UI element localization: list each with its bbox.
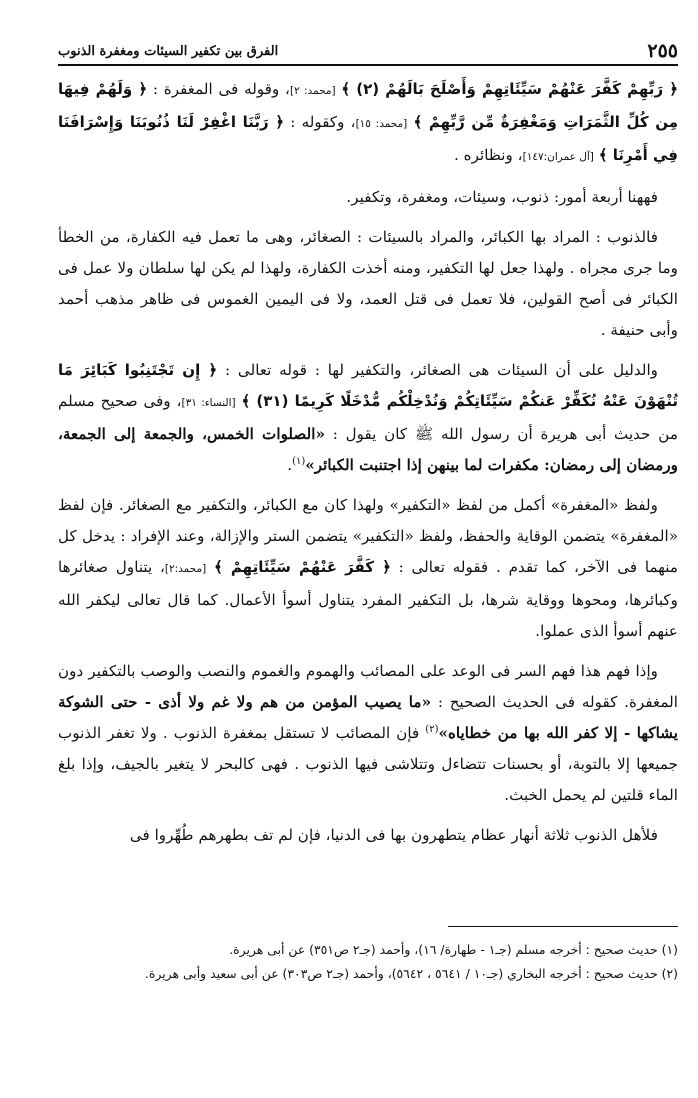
verse-reference: [محمد: ٢]	[289, 85, 336, 97]
quran-verse: ﴿ رَبِّهِمْ كَفَّرَ عَنْهُمْ سَيِّئَاتِهِمْ وَأَصْلَحَ بَالَهُمْ (٢) ﴾	[341, 80, 678, 98]
main-text	[58, 74, 678, 851]
footnote-1: (١) حديث صحيح : أخرجه مسلم (جـ١ - طهارة/ ١٦)، وأحمد (جـ٢ ص٣٥١) عن أبى هريرة.	[229, 942, 678, 957]
text-run: ، وفى صحيح مسلم من حديث أبى هريرة أن رسول الله ﷺ كان يقول :	[58, 392, 678, 443]
text-run: والدليل على أن السيئات هى الصغائر، والتكفير لها : قوله تعالى :	[225, 361, 659, 379]
quran-verse: ﴿ رَبَّنَا اغْفِرْ لَنَا ذُنُوبَنَا وَإِسْرَافَنَا فِي أَمْرِنَا ﴾	[58, 113, 678, 164]
running-title: الفرق بين تكفير السيئات ومغفرة الذنوب	[58, 43, 279, 59]
quran-verse: ﴿ إِن تَجْتَنِبُوا كَبَائِرَ مَا تُنْهَوْنَ عَنْهُ نُكَفِّرْ عَنكُمْ سَيِّئَاتِكُمْ وَنُدْخِلْكُم مُّدْخَلًا كَرِيمًا (٣١) ﴾	[58, 361, 679, 410]
paragraph-4	[58, 355, 678, 481]
hadith-quote: «الصلوات الخمس، والجمعة إلى الجمعة، ورمضان إلى رمضان: مكفرات لما بينهن إذا اجتنبت الكبائر»	[58, 425, 678, 474]
paragraph-3: فالذنوب : المراد بها الكبائر، والمراد بالسيئات : الصغائر، وهى ما تعمل فيه الكفارة، من الخطأ وما جرى مجراه . ولهذا جعل لها التكفير، ومنه أخذت الكفارة، ولهذا لم يكن لها سلطان ولا عمل فى الكبائر فى أصح القولين، فلا تعمل فى قتل العمد، ولا فى اليمين الغموس فى ظاهر مذهب أحمد وأبى حنيفة .	[58, 228, 678, 339]
text-run: ، وكقوله :	[290, 113, 356, 131]
book-page	[58, 38, 678, 1078]
footnote-separator	[448, 926, 678, 927]
paragraph-1	[58, 74, 678, 173]
footnote-marker: (١)	[292, 455, 306, 467]
verse-reference: [آل عمران:١٤٧]	[522, 151, 594, 163]
text-run: .	[287, 456, 293, 474]
paragraph-7: فلأهل الذنوب ثلاثة أنهار عظام يتطهرون بها فى الدنيا، فإن لم تف بطهرهم طُهِّروا فى	[129, 826, 658, 844]
paragraph-2: فههنا أربعة أمور: ذنوب، وسيئات، ومغفرة، وتكفير.	[346, 188, 658, 206]
paragraph-6	[58, 656, 678, 811]
footnotes	[58, 938, 678, 986]
footnote-marker: (٢)	[425, 723, 439, 735]
paragraph-5	[58, 490, 678, 647]
quran-verse: ﴿ كَفَّرَ عَنْهُمْ سَيِّئَاتِهِمْ ﴾	[213, 558, 391, 576]
page-header	[58, 38, 678, 66]
hadith-quote: «ما يصيب المؤمن من هم ولا غم ولا أذى - حتى الشوكة يشاكها - إلا كفر الله بها من خطاياه»	[58, 693, 678, 742]
footnote-2: (٢) حديث صحيح : أخرجه البخاري (جـ١٠ / ٥٦٤١ ، ٥٦٤٢)، وأحمد (جـ٢ ص٣٠٣) عن أبى سعيد وأبى هريرة.	[144, 966, 678, 981]
page-number: ٢٥٥	[647, 40, 678, 62]
verse-reference: [محمد: ١٥]	[355, 118, 408, 130]
quran-verse: ﴿ وَلَهُمْ فِيهَا مِن كُلِّ الثَّمَرَاتِ وَمَغْفِرَةٌ مِّن رَّبِّهِمْ ﴾	[58, 80, 679, 131]
text-run: ، وقوله فى المغفرة :	[152, 80, 290, 98]
verse-reference: [محمد:٢]	[164, 563, 207, 575]
text-run: فإن المصائب لا تستقل بمغفرة الذنوب . ولا تغفر الذنوب جميعها إلا بالتوبة، أو بحسنات تتضاءل وتتلاشى فيها الذنوب . فهى كالبحر لا يتغير بالجيف، وإذا بلغ الماء قلتين لم يحمل الخبث.	[58, 724, 678, 804]
text-run: ، ونظائره .	[453, 146, 523, 164]
text-run: ولفظ «المغفرة» أكمل من لفظ «التكفير» ولهذا كان مع الكبائر، والتكفير مع الصغائر. فإن لفظ «المغفرة» يتضمن الوقاية والحفظ، ولفظ «التكفير» يتضمن الستر والإزالة، وعند الإفراد : يدخل كل منهما فى الآخر، كما تقدم . فقوله تعالى :	[58, 496, 679, 576]
text-run: وإذا فهم هذا فهم السر فى الوعد على المصائب والهموم والغموم والنصب والوصب بالتكفير دون المغفرة. كقوله فى الحديث الصحيح :	[58, 662, 678, 711]
verse-reference: [النساء: ٣١]	[181, 397, 236, 409]
text-run: ، يتناول صغائرها وكبائرها، ومحوها ووقاية شرها، بل التكفير المفرد يتناول أسوأ الأعمال. كما قال تعالى ليكفر الله عنهم أسوأ الذى عملوا.	[58, 558, 678, 640]
